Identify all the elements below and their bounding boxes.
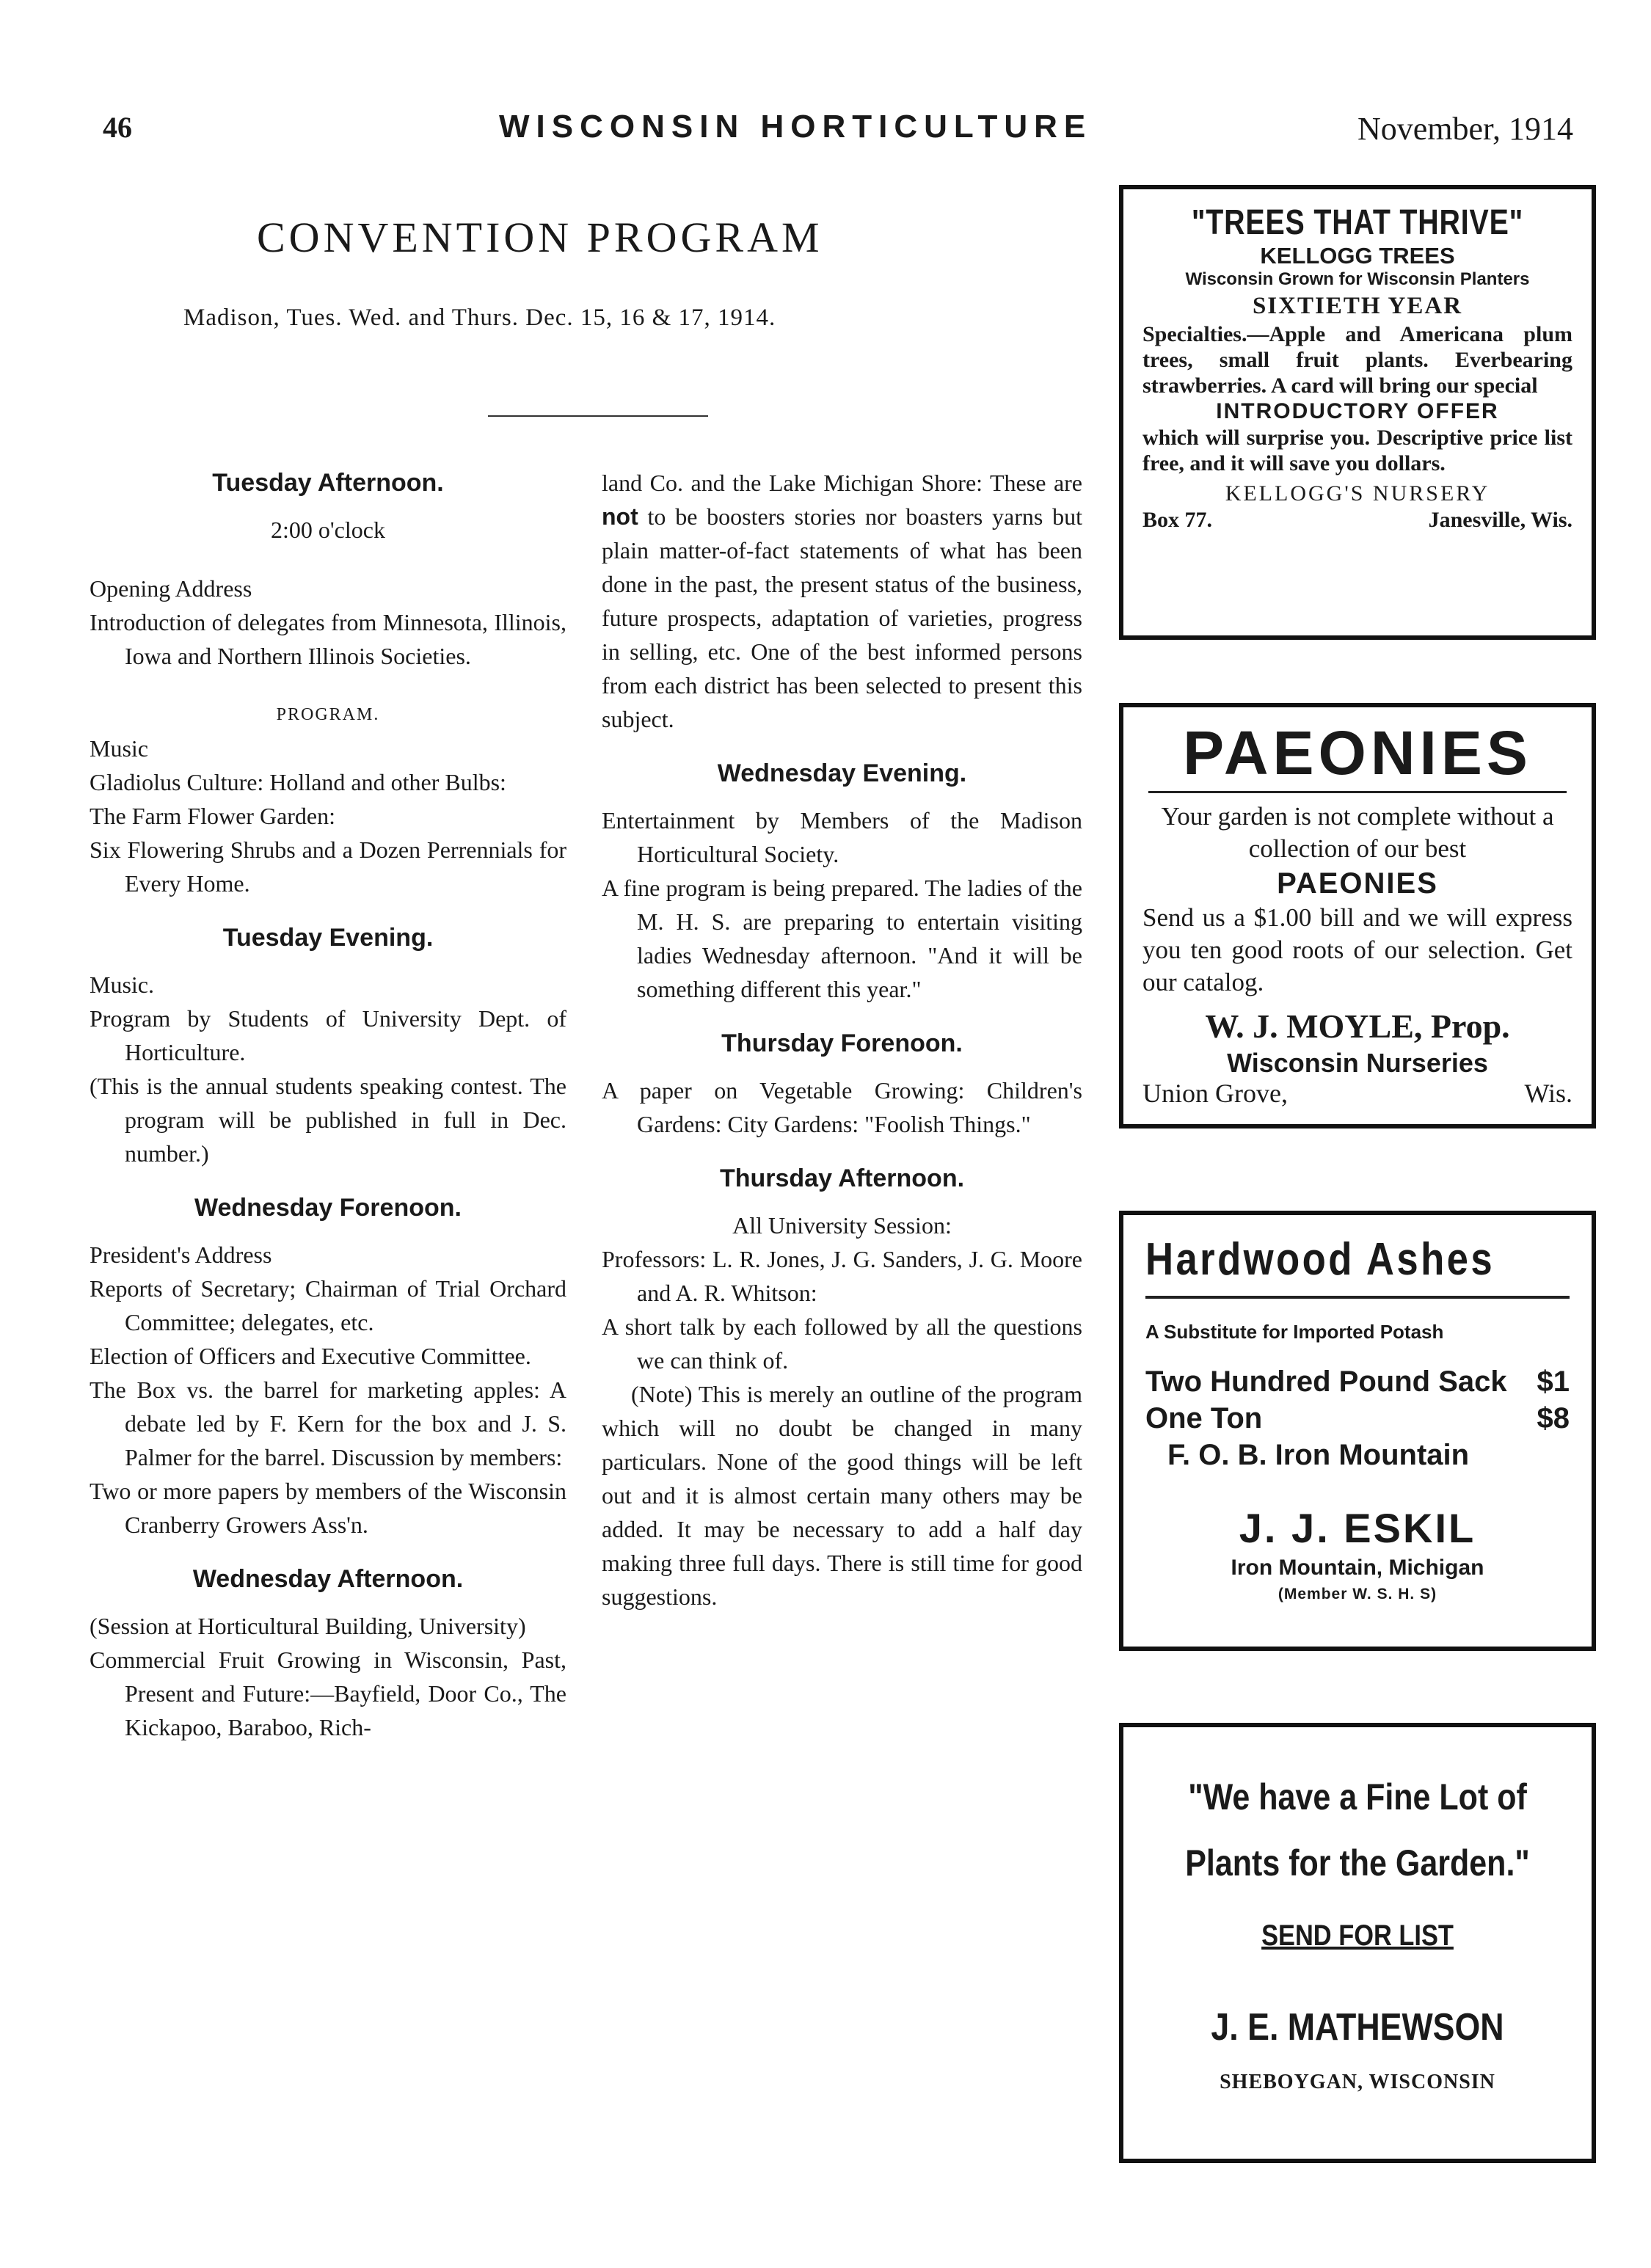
- ad-membership: (Member W. S. H. S): [1278, 1586, 1437, 1602]
- page-number: 46: [103, 111, 132, 144]
- program-item: A fine program is being prepared. The ladies of the M. H. S. are preparing to entertain visiting ladies Wednesday afternoon. "And it will be something different this year.": [602, 875, 1082, 1002]
- section-heading: Tuesday Afternoon.: [212, 469, 444, 497]
- ad-headline: Plants for the Garden.": [1185, 1842, 1530, 1884]
- ad-body: Specialties.—Apple and Americana plum trees, small fruit plants. Everbearing strawberries. A card will bring our special: [1142, 322, 1572, 398]
- ad-city: Janesville, Wis.: [1428, 508, 1572, 532]
- ad-brand: KELLOGG TREES: [1260, 243, 1455, 269]
- ad-tagline: A Substitute for Imported Potash: [1145, 1321, 1444, 1343]
- ad-headline: Hardwood Ashes: [1145, 1234, 1495, 1285]
- program-column-left: [90, 466, 566, 1744]
- ad-mathewson: [1119, 1723, 1596, 2163]
- program-item: A paper on Vegetable Growing: Children's Gardens: City Gardens: "Foolish Things.": [602, 1077, 1082, 1137]
- ad-seller: J. J. ESKIL: [1239, 1505, 1476, 1551]
- program-item: Entertainment by Members of the Madison Horticultural Society.: [602, 807, 1082, 867]
- ad-town: Union Grove,: [1142, 1079, 1288, 1108]
- program-item: Commercial Fruit Growing in Wisconsin, Past, Present and Future:—Bayfield, Door Co., The Kickapoo, Baraboo, Rich-: [90, 1647, 566, 1740]
- ad-divider: [1148, 791, 1567, 793]
- ad-tagline: Wisconsin Grown for Wisconsin Planters: [1185, 269, 1530, 289]
- ad-seller: J. E. MATHEWSON: [1211, 2006, 1504, 2049]
- program-item: Program by Students of University Dept. of Horticulture.: [90, 1005, 566, 1065]
- ad-address-row: [1142, 1078, 1572, 1109]
- ad-price-row: [1145, 1400, 1570, 1437]
- program-item: The Farm Flower Garden:: [90, 803, 336, 829]
- ad-firm: KELLOGG'S NURSERY: [1225, 481, 1490, 506]
- ad-address-row: [1142, 507, 1572, 533]
- program-item: Reports of Secretary; Chairman of Trial Orchard Committee; delegates, etc.: [90, 1275, 566, 1335]
- ad-body: Your garden is not complete without a collection of our best: [1161, 802, 1554, 863]
- program-continuation: [602, 466, 1082, 736]
- section-heading: Thursday Afternoon.: [719, 1164, 965, 1192]
- program-item: Introduction of delegates from Minnesota, Illinois, Iowa and Northern Illinois Societies.: [90, 609, 566, 669]
- section-heading: Wednesday Forenoon.: [194, 1194, 462, 1222]
- ad-headline: "TREES THAT THRIVE": [1191, 203, 1524, 242]
- program-column-right: [602, 466, 1082, 1614]
- ad-city: SHEBOYGAN, WISCONSIN: [1220, 2071, 1495, 2093]
- program-item: (This is the annual students speaking contest. The program will be published in full in Dec. number.): [90, 1073, 566, 1167]
- page-subtitle: Madison, Tues. Wed. and Thurs. Dec. 15, 16 & 17, 1914.: [183, 305, 776, 331]
- ad-price-label: Two Hundred Pound Sack: [1145, 1365, 1507, 1398]
- section-heading: Tuesday Evening.: [222, 924, 434, 952]
- ad-price-row: [1145, 1363, 1570, 1400]
- ad-offer: INTRODUCTORY OFFER: [1216, 399, 1499, 423]
- program-item: Six Flowering Shrubs and a Dozen Perrennials for Every Home.: [90, 836, 566, 897]
- ad-body: which will surprise you. Descriptive price list free, and it will save you dollars.: [1142, 426, 1572, 475]
- program-item: Two or more papers by members of the Wisconsin Cranberry Growers Ass'n.: [90, 1478, 566, 1538]
- ad-product: PAEONIES: [1277, 867, 1438, 900]
- ad-headline: PAEONIES: [1183, 718, 1532, 787]
- issue-date: November, 1914: [1357, 111, 1573, 147]
- emphasis-text: not: [602, 503, 638, 530]
- ad-price-label: One Ton: [1145, 1402, 1263, 1434]
- program-item: Music: [90, 735, 148, 762]
- ad-divider: [1145, 1296, 1570, 1299]
- journal-title: WISCONSIN HORTICULTURE: [499, 109, 1093, 145]
- program-item: Music.: [90, 971, 154, 998]
- program-item: A short talk by each followed by all the questions we can think of.: [602, 1313, 1082, 1374]
- ad-price-value: $8: [1537, 1402, 1570, 1434]
- program-item: Gladiolus Culture: Holland and other Bulbs:: [90, 769, 506, 795]
- ad-body: Send us a $1.00 bill and we will express you ten good roots of our selection. Get our catalog.: [1142, 903, 1572, 996]
- ad-subhead: SIXTIETH YEAR: [1252, 293, 1463, 319]
- ad-city: Iron Mountain, Michigan: [1231, 1556, 1484, 1580]
- program-item: Professors: L. R. Jones, J. G. Sanders, J. G. Moore and A. R. Whitson:: [602, 1246, 1082, 1306]
- ad-paeonies: [1119, 703, 1596, 1128]
- continuation-text: to be boosters stories nor boasters yarns but plain matter-of-fact statements of what has been done in the past, the present status of the business, future prospects, adaptation of varieties, progress in selling, etc. One of the best informed persons from each district has been selected to present this subject.: [602, 503, 1083, 732]
- ad-fob: F. O. B. Iron Mountain: [1167, 1439, 1470, 1471]
- ad-hardwood-ashes: [1119, 1211, 1596, 1651]
- ad-headline: "We have a Fine Lot of: [1188, 1776, 1527, 1817]
- ad-price-value: $1: [1537, 1365, 1570, 1398]
- session-time: 2:00 o'clock: [271, 517, 385, 543]
- ad-proprietor: W. J. MOYLE, Prop.: [1205, 1007, 1510, 1045]
- program-item: President's Address: [90, 1241, 272, 1268]
- program-item: Election of Officers and Executive Committee.: [90, 1343, 531, 1369]
- section-heading: Thursday Forenoon.: [721, 1029, 963, 1057]
- section-heading: Wednesday Evening.: [717, 759, 967, 787]
- section-heading: Wednesday Afternoon.: [192, 1565, 464, 1593]
- title-divider: [488, 415, 708, 417]
- program-item: Opening Address: [90, 575, 252, 602]
- session-note: All University Session:: [732, 1212, 952, 1239]
- ad-firm: Wisconsin Nurseries: [1227, 1048, 1488, 1078]
- ad-box: Box 77.: [1142, 508, 1213, 532]
- continuation-text: land Co. and the Lake Michigan Shore: These are: [602, 470, 1082, 496]
- page-title: CONVENTION PROGRAM: [257, 214, 823, 261]
- ad-state: Wis.: [1524, 1079, 1572, 1108]
- ad-kellogg-trees: [1119, 185, 1596, 640]
- program-item: The Box vs. the barrel for marketing apples: A debate led by F. Kern for the box and J. S. Palmer for the barrel. Discussion by members:: [90, 1377, 566, 1470]
- program-note: (Note) This is merely an outline of the program which will no doubt be changed in many particulars. None of the good things will be left out and it is almost certain many others may be added. It may be necessary to add a half day making three full days. There is still time for good suggestions.: [602, 1381, 1082, 1610]
- program-label: PROGRAM.: [276, 705, 380, 724]
- program-item: (Session at Horticultural Building, University): [90, 1613, 526, 1639]
- ad-call-to-action: SEND FOR LIST: [1261, 1919, 1454, 1952]
